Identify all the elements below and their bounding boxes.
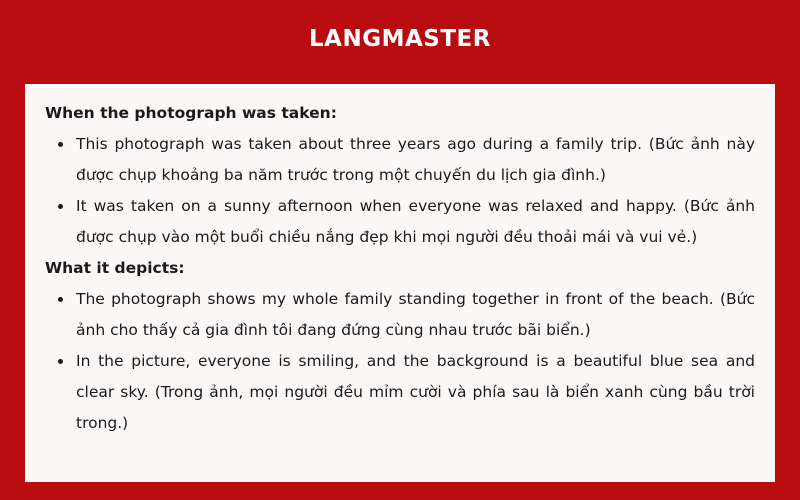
content-card	[25, 84, 775, 482]
list-item-text: It was taken on a sunny afternoon when everyone was relaxed and happy. (Bức ảnh được chụp vào một buổi chiều nắng đẹp khi mọi người đều thoải mái và vui vẻ.)	[76, 197, 755, 246]
section-heading-when-taken: When the photograph was taken:	[45, 104, 337, 122]
what-it-depicts-list	[45, 284, 755, 439]
when-taken-list	[45, 129, 755, 253]
list-item	[45, 191, 755, 253]
list-item-text: This photograph was taken about three years ago during a family trip. (Bức ảnh này được chụp khoảng ba năm trước trong một chuyến du lịch gia đình.)	[76, 135, 755, 184]
bullet-icon	[58, 359, 63, 364]
bullet-icon	[58, 142, 63, 147]
section-heading-what-it-depicts: What it depicts:	[45, 259, 185, 277]
list-item-text: The photograph shows my whole family standing together in front of the beach. (Bức ảnh cho thấy cả gia đình tôi đang đứng cùng nhau trước bãi biển.)	[76, 290, 755, 339]
bullet-icon	[58, 204, 63, 209]
bullet-icon	[58, 297, 63, 302]
list-item	[45, 346, 755, 439]
list-item	[45, 284, 755, 346]
list-item	[45, 129, 755, 191]
list-item-text: In the picture, everyone is smiling, and the background is a beautiful blue sea and clear sky. (Trong ảnh, mọi người đều mỉm cười và phía sau là biển xanh cùng bầu trời trong.)	[76, 352, 755, 432]
brand-logo: LANGMASTER	[309, 26, 491, 52]
